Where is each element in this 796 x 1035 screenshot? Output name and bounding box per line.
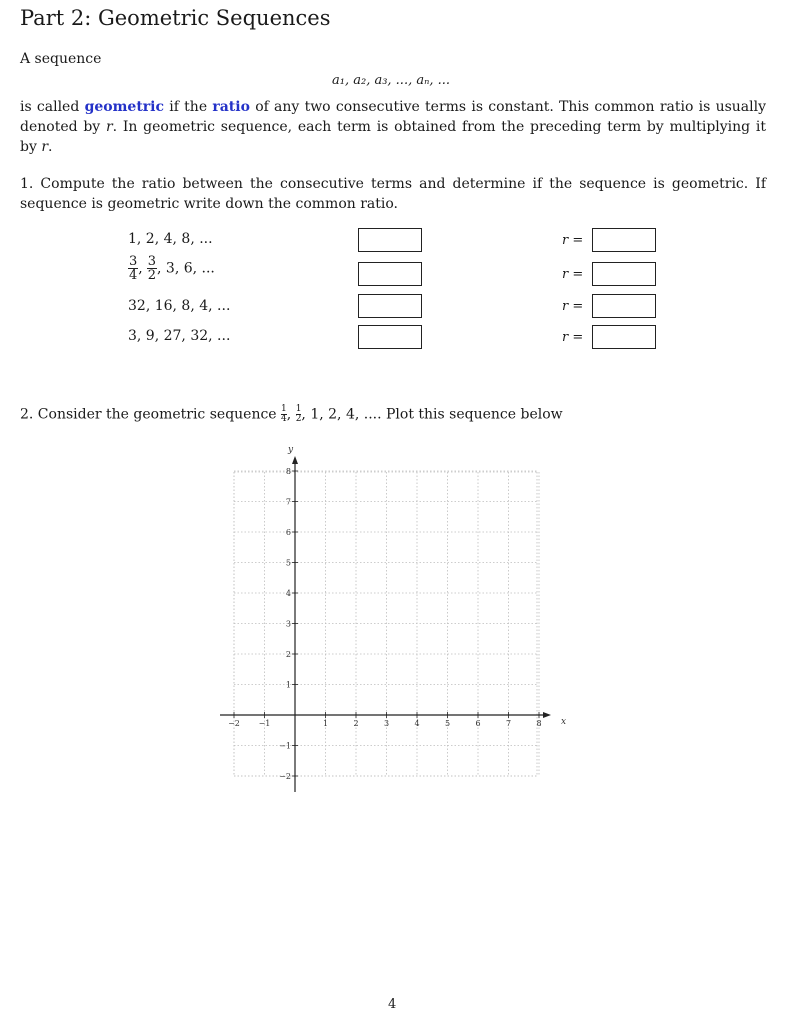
- x-tick-label: 5: [444, 719, 451, 728]
- x-axis-label: x: [561, 717, 567, 727]
- sequence-2: $\frac{3}{4}$ , $\frac{3}{2}$ , 3, 6, ...: [129, 254, 215, 283]
- ratio-label-1: r =: [562, 233, 584, 248]
- x-tick-label: 6: [475, 719, 481, 728]
- ratio-label-3: r =: [562, 299, 584, 314]
- axes: [220, 456, 551, 792]
- geometric-term: geometric: [84, 99, 165, 115]
- y-tick-label: 3: [285, 619, 291, 629]
- y-tick-label: 5: [285, 558, 291, 568]
- y-tick-label: −1: [279, 741, 291, 751]
- x-tick-label: 2: [353, 719, 359, 728]
- y-tick-label: −2: [279, 772, 291, 781]
- x-axis-arrow: [543, 712, 551, 718]
- definition-paragraph: is called geometric if the ratio of any two consecutive terms is constant. This common ratio is usually denoted by r. In geometric sequence, each term is obtained from the preceding term by multiplying it by r.: [20, 99, 766, 155]
- question-1: 1. Compute the ratio between the consecutive terms and determine if the sequence is geometric. If sequence is geometric write down the common ratio.: [20, 176, 766, 212]
- x-tick-label: 1: [322, 719, 329, 728]
- y-tick-label: 8: [285, 467, 291, 476]
- x-tick-label: −1: [258, 719, 271, 728]
- y-axis-arrow: [292, 456, 298, 464]
- ratio-label-2: r =: [562, 267, 584, 282]
- y-tick-label: 1: [285, 680, 291, 690]
- sequence-formula: a₁, a₂, a₃, ..., aₙ, ...: [332, 73, 451, 88]
- sequence-1: 1, 2, 4, 8, ...: [128, 231, 213, 247]
- y-tick-label: 6: [285, 528, 291, 537]
- tick-labels: [228, 445, 566, 781]
- x-tick-label: 3: [383, 719, 390, 728]
- grid-lines: [234, 471, 542, 776]
- x-tick-label: 8: [536, 719, 542, 728]
- y-tick-label: 2: [285, 650, 291, 659]
- y-axis-label: y: [288, 445, 294, 455]
- x-tick-label: 4: [414, 719, 420, 728]
- y-tick-label: 4: [285, 589, 291, 598]
- x-tick-label: 7: [505, 719, 512, 728]
- page-title: Part 2: Geometric Sequences: [20, 6, 331, 30]
- ratio-term: ratio: [212, 99, 250, 115]
- ratio-label-4: r =: [562, 330, 584, 345]
- y-tick-label: 7: [285, 497, 291, 507]
- page-number: 4: [388, 997, 397, 1012]
- intro-text: A sequence: [20, 51, 102, 67]
- sequence-4: 3, 9, 27, 32, ...: [128, 328, 231, 344]
- x-tick-label: −2: [228, 719, 240, 728]
- sequence-3: 32, 16, 8, 4, ...: [128, 298, 231, 314]
- question-2: 2. Consider the geometric sequence $\frac{1}{4}$ , $\frac{1}{2}$ , 1, 2, 4, .... Plot this sequence below: [20, 404, 563, 424]
